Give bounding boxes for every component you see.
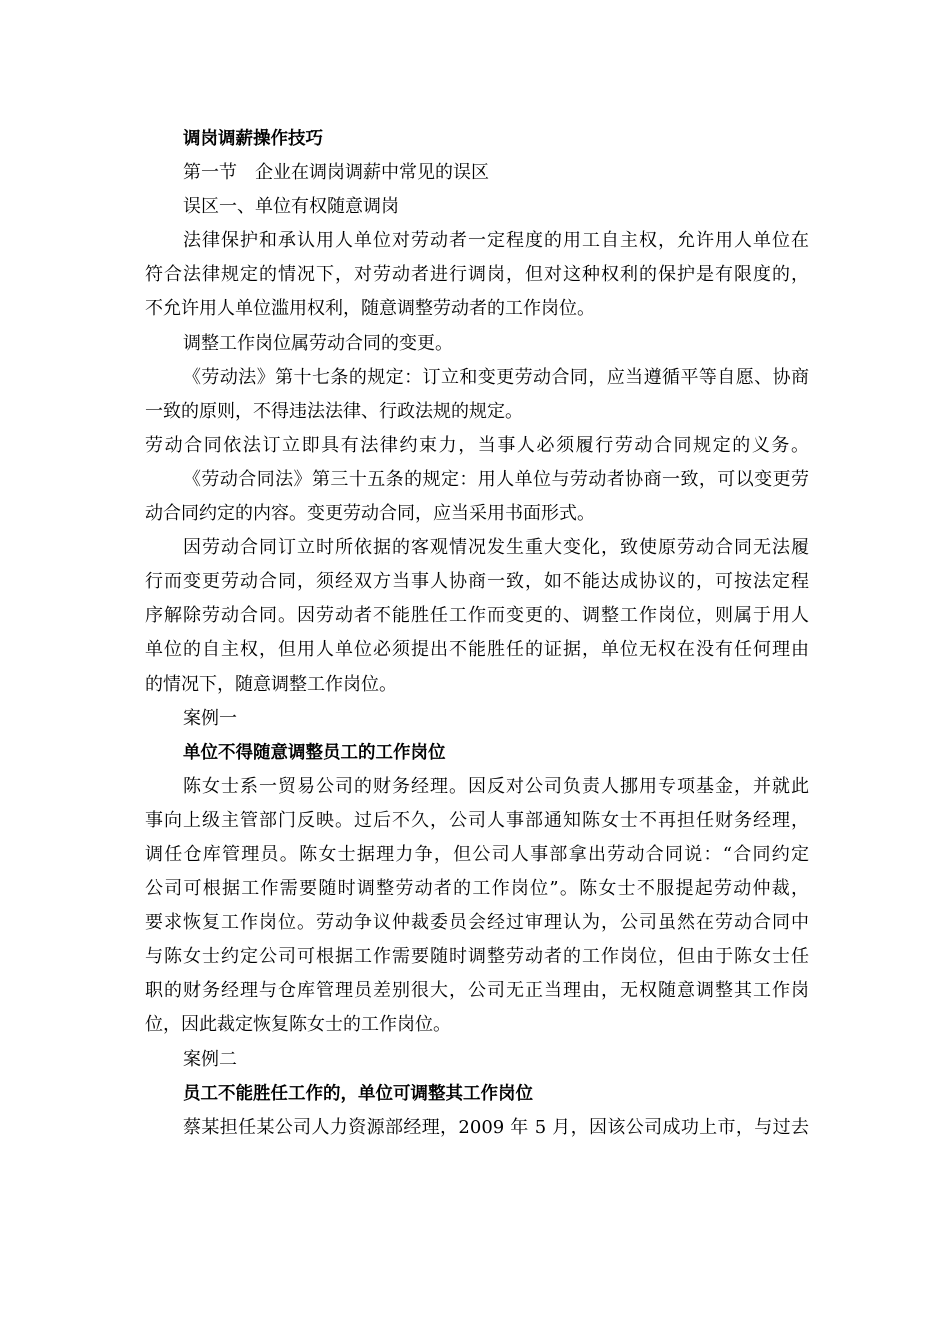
paragraph-line: 法律保护和承认用人单位对劳动者一定程度的用工自主权，允许用人单位在: [183, 230, 809, 252]
paragraph-line: 事向上级主管部门反映。过后不久，公司人事部通知陈女士不再担任财务经理，: [145, 809, 809, 831]
paragraph-line: 与陈女士约定公司可根据工作需要随时调整劳动者的工作岗位，但由于陈女士任: [145, 946, 809, 968]
paragraph-line: 序解除劳动合同。因劳动者不能胜任工作而变更的、调整工作岗位，则属于用人: [145, 605, 809, 627]
case-title: 员工不能胜任工作的，单位可调整其工作岗位: [183, 1083, 533, 1104]
paragraph-line: 《劳动合同法》第三十五条的规定：用人单位与劳动者协商一致，可以变更劳: [183, 468, 809, 490]
paragraph-line: 调任仓库管理员。陈女士据理力争，但公司人事部拿出劳动合同说：“合同约定: [145, 843, 809, 865]
paragraph-line: 调整工作岗位属劳动合同的变更。: [183, 332, 453, 354]
case-label: 案例一: [183, 707, 237, 729]
document-title: 调岗调薪操作技巧: [183, 129, 323, 149]
paragraph-line: 一致的原则，不得违法法律、行政法规的规定。: [145, 400, 523, 422]
case-title: 单位不得随意调整员工的工作岗位: [183, 742, 446, 763]
paragraph-line: 的情况下，随意调整工作岗位。: [145, 673, 397, 695]
paragraph-line: 符合法律规定的情况下，对劳动者进行调岗，但对这种权利的保护是有限度的，: [145, 264, 809, 286]
paragraph-line: 蔡某担任某公司人力资源部经理，2009 年 5 月，因该公司成功上市，与过去: [183, 1116, 809, 1138]
paragraph-line: 动合同约定的内容。变更劳动合同，应当采用书面形式。: [145, 503, 595, 525]
section-heading: 第一节 企业在调岗调薪中常见的误区: [183, 162, 489, 184]
paragraph-line: 不允许用人单位滥用权利，随意调整劳动者的工作岗位。: [145, 298, 595, 320]
paragraph-line: 位，因此裁定恢复陈女士的工作岗位。: [145, 1014, 451, 1036]
paragraph-line: 职的财务经理与仓库管理员差别很大，公司无正当理由，无权随意调整其工作岗: [145, 980, 809, 1002]
paragraph-line: 陈女士系一贸易公司的财务经理。因反对公司负责人挪用专项基金，并就此: [183, 775, 809, 797]
document-body: [145, 122, 809, 1145]
paragraph-line: 劳动合同依法订立即具有法律约束力，当事人必须履行劳动合同规定的义务。: [145, 434, 809, 456]
paragraph-line: 《劳动法》第十七条的规定：订立和变更劳动合同，应当遵循平等自愿、协商: [183, 366, 809, 388]
paragraph-line: 单位的自主权，但用人单位必须提出不能胜任的证据，单位无权在没有任何理由: [145, 639, 809, 661]
paragraph-line: 因劳动合同订立时所依据的客观情况发生重大变化，致使原劳动合同无法履: [183, 537, 809, 559]
paragraph-line: 公司可根据工作需要随时调整劳动者的工作岗位”。陈女士不服提起劳动仲裁，: [145, 878, 809, 900]
paragraph-line: 行而变更劳动合同，须经双方当事人协商一致，如不能达成协议的，可按法定程: [145, 571, 809, 593]
misconception-heading: 误区一、单位有权随意调岗: [183, 196, 399, 218]
paragraph-line: 要求恢复工作岗位。劳动争议仲裁委员会经过审理认为，公司虽然在劳动合同中: [145, 912, 809, 934]
case-label: 案例二: [183, 1048, 237, 1070]
